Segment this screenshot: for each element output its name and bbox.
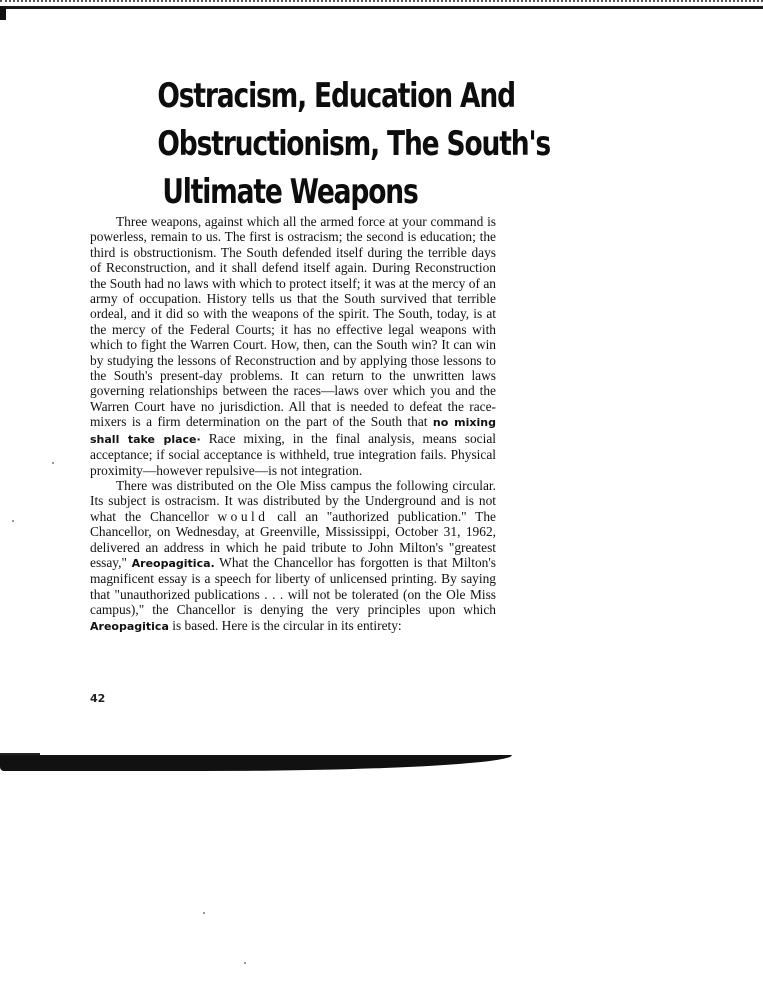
top-rule: [0, 6, 763, 9]
emphasis-text: no mixing shall take place·: [90, 416, 496, 446]
paragraph-1-text-a: Three weapons, against which all the armed force at your command is powerless, remain to us. The first is ostracism; the second is education; the third is obstructionism. The South defended itself during the terrible days of Reconstruction, and it shall defend itself again. During Reconstruction the South had no laws with which to protect itself; it was at the mercy of an army of occupation. History tells us that the South survived that terrible ordeal, and it did so with the weapons of the spirit. The South, today, is at the mercy of the Federal Courts; it has no effective legal weapons with which to fight the Warren Court. How, then, can the South win? It can win by studying the lessons of Reconstruction and by applying those lessons to the South's present-day problems. It can return to the unwritten laws governing relationships between the races—laws over which you and the Warren Court have no jurisdiction. All that is needed to defeat the race-mixers is a firm determination on the part of the South that: [90, 214, 496, 430]
title-line-1: Ostracism, Education And: [157, 76, 515, 116]
scan-speck: [203, 912, 205, 914]
scan-speck: [244, 962, 246, 964]
title-line-2: Obstructionism, The South's: [157, 124, 551, 164]
paragraph-2: [90, 478, 496, 634]
page-number: 42: [90, 692, 106, 705]
paragraph-2-text-d: is based. Here is the circular in its entirety:: [168, 617, 402, 633]
article-body: [90, 214, 496, 634]
areopagitica-title-2: Areopagitica: [90, 619, 169, 633]
bottom-rule: [0, 755, 512, 771]
scan-speck: [52, 462, 54, 464]
paragraph-1: [90, 214, 496, 478]
paragraph-2-text-b: call an "authorized publication." The Chancellor, on Wednesday, at Greenville, Mississippi, October 31, 1962, delivered an address in which he paid tribute to John Milton's "greatest essay,": [90, 508, 496, 570]
article-title: [157, 72, 551, 216]
areopagitica-title-1: Areopagitica.: [131, 556, 215, 570]
title-line-3: Ultimate Weapons: [162, 172, 418, 212]
paragraph-1-text-b: Race mixing, in the final analysis, means social acceptance; if social acceptance is withheld, true integration fails. Physical proximity—however repulsive—is not integration.: [90, 430, 497, 478]
scan-speck: [12, 520, 14, 522]
spaced-word: would: [217, 508, 269, 524]
paragraph-2-text-c: What the Chancellor has forgotten is that Milton's magnificent essay is a speech for liberty of unlicensed printing. By saying that "unauthorized publications . . . will not be tolerated (on the Ole Miss campus)," the Chancellor is denying the very principles upon which: [90, 554, 496, 618]
paragraph-2-text-a: There was distributed on the Ole Miss campus the following circular. Its subject is ostracism. It was distributed by the Underground and is not what the Chancellor: [90, 477, 496, 524]
corner-mark: [0, 6, 6, 20]
